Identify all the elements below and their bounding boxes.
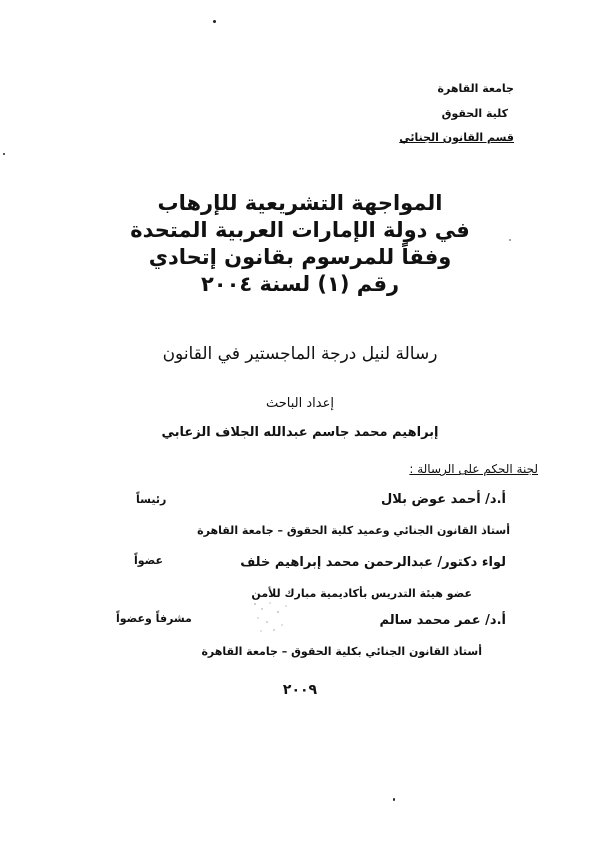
member-name: لواء دكتور/ عبدالرحمن محمد إبراهيم خلف <box>240 555 506 570</box>
thesis-title <box>80 190 520 298</box>
member-description: عضو هيئة التدريس بأكاديمية مبارك للأمن <box>251 587 472 600</box>
author-name: إبراهيم محمد جاسم عبدالله الجلاف الزعابي <box>161 425 439 440</box>
title-line: المواجهة التشريعية للإرهاب <box>157 191 443 215</box>
member-name: أ.د/ أحمد عوض بلال <box>381 492 506 507</box>
thesis-subtitle: رسالة لنيل درجة الماجستير في القانون <box>162 344 438 364</box>
member-description: أستاذ القانون الجنائي بكلية الحقوق – جامعة القاهرة <box>201 645 482 658</box>
department-name: قسم القانون الجنائي <box>399 131 514 144</box>
scan-speck <box>393 798 395 801</box>
member-role: عضواً <box>134 554 164 567</box>
faculty-name: كلية الحقوق <box>441 107 508 120</box>
member-description: أستاذ القانون الجنائي وعميد كلية الحقوق – جامعة القاهرة <box>197 524 510 537</box>
title-line: رقم (١) لسنة ٢٠٠٤ <box>200 272 400 296</box>
scan-speck <box>3 153 5 155</box>
committee-title: لجنة الحكم على الرسالة : <box>409 462 538 476</box>
scan-speck <box>213 20 216 23</box>
member-name: أ.د/ عمر محمد سالم <box>379 613 506 628</box>
scan-speck <box>509 239 511 241</box>
member-role: رئيساً <box>136 493 167 506</box>
title-line: وفقاً للمرسوم بقانون إتحادي <box>148 245 452 269</box>
member-role: مشرفاً وعضواً <box>116 612 192 625</box>
faint-stamp-mark <box>250 600 290 636</box>
year: ٢٠٠٩ <box>282 682 318 698</box>
title-line: في دولة الإمارات العربية المتحدة <box>130 218 470 242</box>
university-name: جامعة القاهرة <box>437 82 514 95</box>
prepared-by-label: إعداد الباحث <box>266 396 334 411</box>
